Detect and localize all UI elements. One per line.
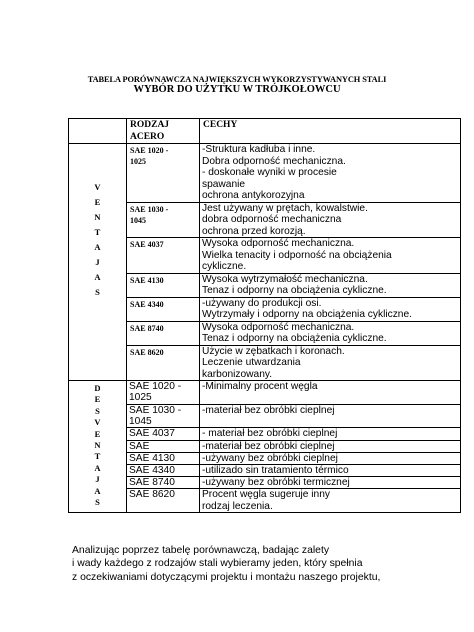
table-row xyxy=(69,345,461,381)
feature-line: -używany bez obróbki termicznej xyxy=(202,477,350,489)
header-features-cell: CECHY xyxy=(200,119,461,144)
table-row xyxy=(69,405,461,428)
feature-line: Wysoka odporność mechaniczna. xyxy=(202,321,355,333)
paragraph-line: Analizując poprzez tabelę porównawczą, badając zalety xyxy=(72,545,330,556)
steel-kind-line: SAE 4037 xyxy=(130,240,164,249)
steel-kind-line: SAE 4130 xyxy=(129,452,175,464)
features-cell xyxy=(200,297,461,321)
title-line-1: TABELA PORÓWNAWCZA NAJWIĘKSZYCH WYKORZYSTYWANYCH STALI xyxy=(87,75,387,84)
steel-kind-line: SAE 4340 xyxy=(129,465,175,477)
table-row xyxy=(69,202,461,238)
features-cell xyxy=(200,202,461,238)
steel-kind-cell xyxy=(127,452,200,464)
steel-kind-line: SAE 4037 xyxy=(129,428,175,440)
header-empty-cell xyxy=(69,119,127,144)
features-cell xyxy=(200,345,461,381)
steel-kind-cell xyxy=(127,381,200,405)
ventajas-letter: E xyxy=(94,197,101,207)
features-cell xyxy=(200,273,461,297)
table-row xyxy=(69,428,461,440)
features-cell xyxy=(200,452,461,464)
steel-kind-cell xyxy=(127,238,200,274)
steel-kind-line: SAE 8620 xyxy=(130,347,164,357)
features-cell xyxy=(200,428,461,440)
desventajas-letter: J xyxy=(95,474,100,485)
steel-kind-cell xyxy=(127,428,200,440)
steel-kind-line: 1045 xyxy=(129,416,152,428)
header-kind-line1: RODZAJ xyxy=(130,120,170,130)
feature-line: Wielka tenacity i odporność na obciążenia xyxy=(202,249,392,261)
table-header-row xyxy=(69,119,461,144)
steel-kind-line: SAE 4340 xyxy=(130,299,164,309)
paragraph-line: i wady każdego z rodzajów stali wybieramy jeden, który spełnia xyxy=(72,558,363,570)
desventajas-letter: V xyxy=(94,417,101,428)
ventajas-letter: T xyxy=(94,227,101,237)
features-cell xyxy=(200,321,461,345)
feature-line: Wysoka odporność mechaniczna. xyxy=(202,238,355,249)
steel-kind-cell xyxy=(127,489,200,512)
title-line-2: WYBÓR DO UŻYTKU W TRÓJKOŁOWCU xyxy=(133,84,341,95)
features-cell xyxy=(200,489,461,512)
table-row xyxy=(69,144,461,203)
ventajas-letter: J xyxy=(95,257,100,267)
desventajas-letter: E xyxy=(94,428,101,439)
table-row xyxy=(69,477,461,489)
features-cell xyxy=(200,440,461,452)
steel-kind-cell xyxy=(127,477,200,489)
desventajas-letter: S xyxy=(95,405,100,416)
feature-line: -materiał bez obróbki cieplnej xyxy=(202,440,335,452)
feature-line: - materiał bez obróbki cieplnej xyxy=(202,428,338,440)
feature-line: Dobra odporność mechaniczna. xyxy=(202,155,346,167)
feature-line: Procent węgla sugeruje inny xyxy=(202,489,330,501)
desventajas-letter: N xyxy=(94,440,101,451)
steel-kind-cell xyxy=(127,297,200,321)
desventajas-letter: S xyxy=(95,497,100,508)
feature-line: rodzaj leczenia. xyxy=(202,500,273,512)
steel-kind-line: SAE 8740 xyxy=(129,477,175,489)
feature-line: -Minimalny procent węgla xyxy=(202,381,318,392)
features-cell xyxy=(200,405,461,428)
steel-kind-cell xyxy=(127,321,200,345)
steel-kind-line: SAE 1020 - xyxy=(129,381,182,392)
table-row xyxy=(69,273,461,297)
table-row xyxy=(69,489,461,512)
header-kind-line2: ACERO xyxy=(130,132,165,142)
feature-line: Wytrzymały i odporny na obciążenia cykliczne. xyxy=(202,309,412,320)
desventajas-letter: A xyxy=(94,485,101,496)
feature-line: -używany do produkcji osi. xyxy=(202,297,322,309)
steel-kind-line: SAE 1030 - xyxy=(129,405,182,416)
steel-kind-cell xyxy=(127,405,200,428)
features-cell xyxy=(200,477,461,489)
table-row xyxy=(69,465,461,477)
feature-line: cykliczne. xyxy=(202,261,247,272)
table-row xyxy=(69,440,461,452)
steel-kind-line: 1045 xyxy=(130,215,146,225)
ventajas-letter: V xyxy=(94,182,101,192)
feature-line: Tenaz i odporny na obciążenia cykliczne. xyxy=(202,285,387,296)
feature-line: Użycie w zębatkach i koronach. xyxy=(202,345,345,357)
feature-line: Wysoka wytrzymałość mechaniczna. xyxy=(202,273,368,285)
comparison-table xyxy=(68,118,461,513)
steel-kind-cell xyxy=(127,465,200,477)
steel-kind-cell xyxy=(127,273,200,297)
steel-kind-line: SAE 8620 xyxy=(129,489,175,501)
feature-line: Leczenie utwardzania xyxy=(202,357,301,368)
ventajas-letter: S xyxy=(95,287,100,297)
feature-line: -materiał bez obróbki cieplnej xyxy=(202,405,335,416)
feature-line: Tenaz i odporny na obciążenia cykliczne. xyxy=(202,333,387,344)
feature-line: -utilizado sin tratamiento térmico xyxy=(202,465,349,477)
desventajas-label-cell xyxy=(69,381,127,513)
steel-kind-line: SAE 1030 - xyxy=(130,204,169,214)
desventajas-letter: E xyxy=(94,394,101,405)
feature-line: ochrona przed korozją. xyxy=(202,225,306,237)
table-row xyxy=(69,321,461,345)
feature-line: Jest używany w prętach, kowalstwie. xyxy=(202,202,368,214)
table-row xyxy=(69,297,461,321)
desventajas-letter: A xyxy=(94,462,101,473)
steel-kind-line: 1025 xyxy=(129,392,152,404)
ventajas-label-cell xyxy=(69,144,127,381)
steel-kind-cell xyxy=(127,144,200,203)
ventajas-letter: A xyxy=(94,272,101,282)
table-row xyxy=(69,381,461,405)
header-kind-cell xyxy=(127,119,200,144)
steel-kind-line: SAE 1020 - xyxy=(130,146,169,155)
feature-line: -używany bez obróbki cieplnej xyxy=(202,452,338,464)
steel-kind-line: SAE 8740 xyxy=(130,323,164,333)
features-cell xyxy=(200,381,461,405)
table-row xyxy=(69,238,461,274)
conclusion-paragraph xyxy=(72,544,467,584)
feature-line: ochrona antykorozyjna xyxy=(202,190,305,201)
table-row xyxy=(69,452,461,464)
feature-line: dobra odporność mechaniczna xyxy=(202,214,342,225)
features-cell xyxy=(200,465,461,477)
feature-line: spawanie xyxy=(202,178,246,190)
steel-kind-cell xyxy=(127,440,200,452)
ventajas-letter: A xyxy=(94,242,101,252)
steel-kind-line: SAE xyxy=(129,440,150,452)
steel-kind-cell xyxy=(127,202,200,238)
desventajas-letter: T xyxy=(94,451,101,462)
feature-line: - doskonałe wyniki w procesie xyxy=(202,167,337,178)
features-cell xyxy=(200,238,461,274)
feature-line: -Struktura kadłuba i inne. xyxy=(202,144,316,155)
ventajas-letter: N xyxy=(94,212,101,222)
desventajas-letter: D xyxy=(94,383,101,393)
steel-kind-line: SAE 4130 xyxy=(130,275,164,285)
feature-line: karbonizowany. xyxy=(202,368,273,380)
paragraph-line: z oczekiwaniami dotyczącymi projektu i montażu naszego projektu, xyxy=(72,571,381,583)
steel-kind-line: 1025 xyxy=(130,157,146,166)
steel-kind-cell xyxy=(127,345,200,381)
features-cell xyxy=(200,144,461,203)
